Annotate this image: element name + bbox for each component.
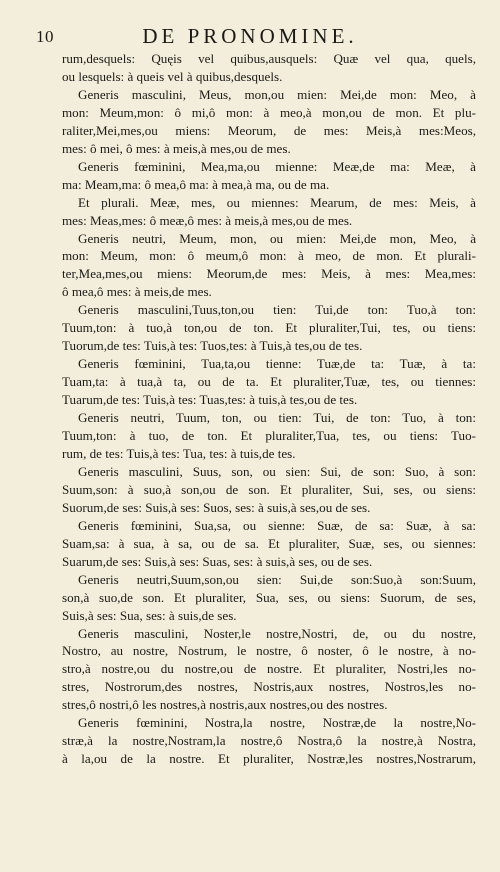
text-line: Generis neutri,Suum,son,ou sien: Sui,de son:Suo,à son:Suum, [78, 571, 476, 587]
text-line: Generis masculini,Tuus,ton,ou tien: Tui,de ton: Tuo,à ton: [78, 302, 476, 318]
text-line: Tuum,ton: à tuo,à ton,ou de ton. Et pluraliter,Tui, tes, ou tiens: [62, 320, 476, 336]
text-line: ou lesquels: à queis vel à quibus,desquels. [62, 68, 283, 84]
text-line: Generis masculini, Suus, son, ou sien: Sui, de son: Suo, à son: [78, 463, 476, 479]
text-line: Generis neutri, Tuum, ton, ou tien: Tui, de ton: Tuo, à ton: [78, 410, 476, 426]
page-number: 10 [36, 27, 54, 46]
text-line: stræ,à la nostre,Nostram,la nostre,ô Nostra,ô la nostre,à Nostra, [62, 733, 476, 749]
text-line: Generis masculini, Noster,le nostre,Nostri, de, ou du nostre, [78, 625, 476, 641]
text-line: rum, de tes: Tuis,à tes: Tua, tes: à tuis,de tes. [62, 445, 296, 461]
text-line: stro,à nostre,ou du nostre,ou de nostre. Et pluraliter, Nostri,les no- [62, 661, 476, 677]
text-line: Suam,sa: à sua, à sa, ou de sa. Et pluraliter, Suæ, ses, ou siennes: [62, 535, 476, 551]
page-header [36, 24, 464, 48]
text-line: Suum,son: à suo,à son,ou de son. Et pluraliter, Sui, ses, ou siens: [62, 481, 476, 497]
text-line: Generis fœminini, Sua,sa, ou sienne: Suæ, de sa: Suæ, à sa: [78, 517, 476, 533]
text-line: ter,Mea,mes,ou miens: Meorum,de mes: Meis, à mes: Mea,mes: [62, 266, 476, 282]
text-line: Suarum,de ses: Suis,à ses: Suas, ses: à suis,à ses, ou de ses. [62, 553, 373, 569]
text-line: Generis fœminini, Tua,ta,ou tienne: Tuæ,de ta: Tuæ, à ta: [78, 356, 476, 372]
text-line: raliter,Mei,mes,ou miens: Meorum, de mes: Meis,à mes:Meos, [62, 122, 476, 138]
text-line: Generis fœminini, Mea,ma,ou mienne: Meæ,de ma: Meæ, à [78, 158, 476, 174]
text-line: Tuorum,de tes: Tuis,à tes: Tuos,tes: à Tuis,à tes,ou de tes. [62, 338, 363, 354]
text-line: stres, Nostrorum,des nostres, Nostris,aux nostres, Nostros,les no- [62, 679, 476, 695]
text-line: stres,ô nostri,ô les nostres,à nostris,aux nostres,ou des nostres. [62, 697, 388, 713]
running-title: DE PRONOMINE. [142, 24, 358, 48]
text-line: Suorum,de ses: Suis,à ses: Suos, ses: à suis,à ses,ou de ses. [62, 499, 371, 515]
text-line: Tuam,ta: à tua,à ta, ou de ta. Et pluraliter,Tuæ, tes, ou tiennes: [62, 374, 476, 390]
body-text [62, 50, 476, 768]
text-line: Et plurali. Meæ, mes, ou miennes: Mearum, de mes: Meis, à [78, 194, 476, 210]
text-line: ma: Meam,ma: ô mea,ô ma: à mea,à ma, ou de ma. [62, 176, 330, 192]
text-line: Generis masculini, Meus, mon,ou mien: Mei,de mon: Meo, à [78, 86, 476, 102]
text-line: son,à suo,de son. Et pluraliter, Sua, ses, ou siens: Suorum, de ses, [62, 589, 476, 605]
text-line: Suis,à ses: Sua, ses: à suis,de ses. [62, 607, 237, 623]
text-line: Tuarum,de tes: Tuis,à tes: Tuas,tes: à tuis,à tes,ou de tes. [62, 392, 358, 408]
text-line: mon: Meum,mon: ô mi,ô mon: à meo,à mon,ou de mon. Et plu- [62, 104, 476, 120]
text-line: ô mea,ô mes: à meis,de mes. [62, 284, 212, 300]
text-line: Nostro, au nostre, Nostrum, le nostre, ô noster, ô le nostre, à no- [62, 643, 476, 659]
text-line: Generis fœminini, Nostra,la nostre, Nostræ,de la nostre,No- [78, 715, 476, 731]
text-line: mes: ô mei, ô mes: à meis,à mes,ou de mes. [62, 140, 291, 156]
text-line: mon: Meum, mon: ô meum,ô mon: à meo, de mon. Et plurali- [62, 248, 476, 264]
text-line: rum,desquels: Quęis vel quibus,ausquels: Quæ vel qua, quels, [62, 51, 476, 66]
text-line: mes: Meas,mes: ô meæ,ô mes: à meis,à mes,ou de mes. [62, 212, 353, 228]
text-line: Generis neutri, Meum, mon, ou mien: Mei,de mon, Meo, à [78, 230, 476, 246]
text-line: Tuum,ton: à tuo, de ton. Et pluraliter,Tua, tes, ou tiens: Tuo- [62, 428, 476, 444]
text-line: à la,ou de la nostre. Et pluraliter, Nostræ,les nostres,Nostrarum, [62, 751, 476, 767]
